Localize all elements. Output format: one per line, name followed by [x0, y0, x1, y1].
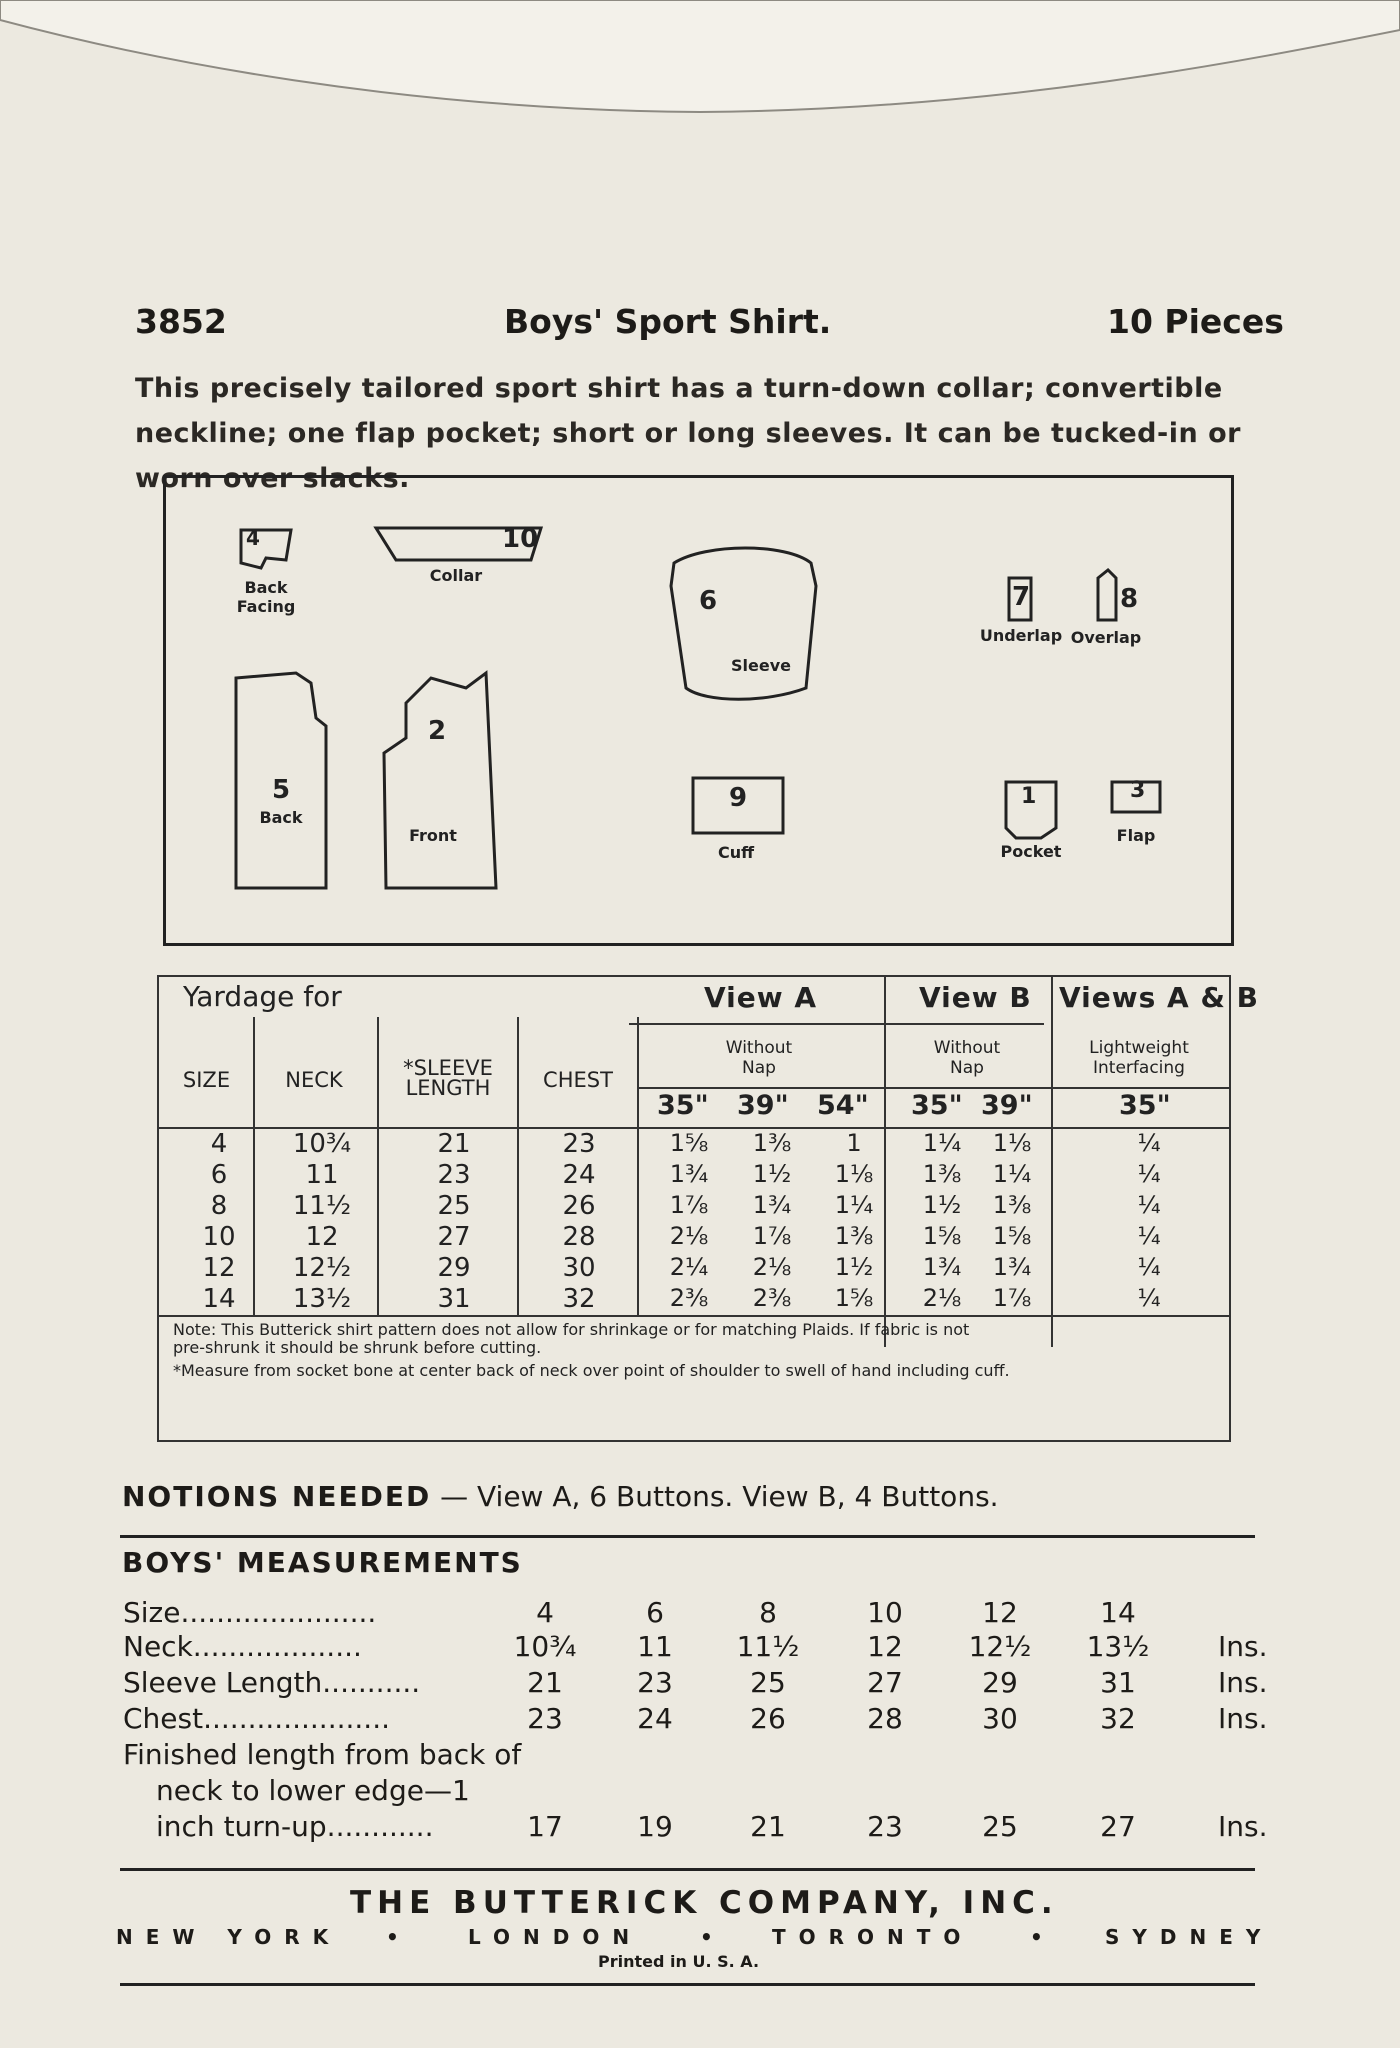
measure-label-sizes: Size...................... [123, 1596, 377, 1629]
piece-number-6: 6 [699, 586, 718, 616]
measure-value-sizes: 8 [759, 1596, 777, 1629]
footer-rule-top [120, 1868, 1255, 1871]
width-ab-35: 35" [1119, 1090, 1171, 1121]
notions-needed [122, 1480, 999, 1513]
yardage-cell-ab: ¼ [1137, 1129, 1161, 1157]
overlap-shape [1098, 570, 1116, 620]
measure-value-sleeve: 29 [982, 1666, 1018, 1699]
yardage-cell-b39: 1¼ [992, 1160, 1032, 1188]
measure-value-sleeve: 25 [750, 1666, 786, 1699]
piece-number-7: 7 [1012, 582, 1031, 612]
piece-number-1: 1 [1021, 784, 1037, 809]
city-new-york: NEW YORK [116, 1925, 342, 1949]
pattern-number: 3852 [135, 302, 227, 341]
view-a-header: View A [704, 981, 818, 1014]
city-london: LONDON [468, 1925, 643, 1949]
width-a-35: 35" [657, 1090, 709, 1121]
measurements-title: BOYS' MEASUREMENTS [122, 1546, 523, 1579]
yardage-cell-chest: 30 [562, 1253, 596, 1283]
yardage-cell-ab: ¼ [1137, 1191, 1161, 1219]
col-sleeve-2: LENGTH [405, 1076, 491, 1100]
pattern-title: Boys' Sport Shirt. [504, 302, 832, 341]
pattern-description: This precisely tailored sport shirt has a turn-down collar; convertible neckline; one flap pocket; short or long sleeves. It can be tucked-in or worn over slacks. [135, 373, 1241, 494]
piece-number-9: 9 [729, 783, 748, 813]
yardage-cell-b35: 2⅛ [922, 1284, 962, 1312]
measure-label-sleeve: Sleeve Length........... [123, 1666, 421, 1699]
note-line-3: *Measure from socket bone at center back of neck over point of shoulder to swell of hand including cuff. [173, 1361, 1010, 1380]
yardage-cell-a54: 1⅛ [834, 1160, 874, 1188]
yardage-cell-neck: 11½ [292, 1191, 352, 1221]
city-sydney: SYDNEY [1105, 1925, 1274, 1949]
yardage-table [157, 975, 1259, 1442]
yardage-cell-b39: 1⅞ [992, 1284, 1032, 1312]
measure-value-chest: 23 [527, 1702, 563, 1735]
yardage-cell-a39: 1⅞ [752, 1222, 792, 1250]
yardage-cell-a54: 1⅝ [834, 1284, 874, 1312]
yardage-cell-neck: 12 [305, 1222, 339, 1252]
yardage-cell-ab: ¼ [1137, 1222, 1161, 1250]
yardage-cell-a54: 1½ [834, 1253, 874, 1281]
yardage-cell-sleeve: 29 [437, 1253, 471, 1283]
pattern-pieces-diagram [163, 475, 1234, 946]
divider-sleeve [517, 1017, 519, 1317]
measure-label-chest: Chest..................... [123, 1702, 390, 1735]
yardage-cell-a39: 1¾ [752, 1191, 792, 1219]
yardage-cell-a39: 2⅛ [752, 1253, 792, 1281]
yardage-cell-b39: 1⅝ [992, 1222, 1032, 1250]
without-nap-b: Without [933, 1038, 1001, 1058]
yardage-cell-size: 12 [202, 1253, 236, 1283]
yardage-cell-a39: 1½ [752, 1160, 792, 1188]
yardage-cell-ab: ¼ [1137, 1253, 1161, 1281]
yardage-cell-b39: 1¾ [992, 1253, 1032, 1281]
measure-value-finished: 21 [750, 1810, 786, 1843]
measure-value-finished: 17 [527, 1810, 563, 1843]
yardage-cell-a35: 2⅜ [669, 1284, 709, 1312]
yardage-title: Yardage for [183, 980, 342, 1013]
measure-value-finished: 19 [637, 1810, 673, 1843]
measure-value-finished: 23 [867, 1810, 903, 1843]
yardage-cell-sleeve: 25 [437, 1191, 471, 1221]
piece-label-pocket: Pocket [1000, 842, 1062, 861]
measure-value-neck: 11 [637, 1630, 673, 1663]
envelope-flap [0, 0, 1400, 140]
yardage-cell-sleeve: 23 [437, 1160, 471, 1190]
notions-label: NOTIONS NEEDED [122, 1480, 432, 1513]
interfacing-label-2: Interfacing [1093, 1058, 1185, 1078]
notions-rule [120, 1535, 1255, 1538]
piece-label-cuff: Cuff [717, 843, 755, 862]
measure-value-neck: 10¾ [513, 1630, 577, 1663]
yardage-cell-a35: 1¾ [669, 1160, 709, 1188]
yardage-cell-b35: 1⅝ [922, 1222, 962, 1250]
without-nap-b-2: Nap [950, 1058, 984, 1078]
col-chest: CHEST [543, 1068, 613, 1092]
piece-label-front: Front [409, 826, 457, 845]
measure-value-finished: 25 [982, 1810, 1018, 1843]
view-b-rule [884, 1023, 1044, 1025]
measure-value-sleeve: 23 [637, 1666, 673, 1699]
rows-rule [159, 1315, 1229, 1317]
company-name: THE BUTTERICK COMPANY, INC. [350, 1885, 1059, 1921]
yardage-cell-chest: 26 [562, 1191, 596, 1221]
measure-value-chest: 28 [867, 1702, 903, 1735]
yardage-cell-size: 4 [210, 1129, 228, 1159]
without-nap-a-2: Nap [742, 1058, 776, 1078]
measure-value-sleeve: 21 [527, 1666, 563, 1699]
measure-value-neck: 11½ [736, 1630, 800, 1663]
yardage-cell-ab: ¼ [1137, 1284, 1161, 1312]
measure-value-neck: 12 [867, 1630, 903, 1663]
note-line-2: pre-shrunk it should be shrunk before cutting. [173, 1338, 542, 1357]
measure-label-neck: Neck................... [123, 1630, 362, 1663]
piece-count: 10 Pieces [1107, 302, 1284, 341]
measure-value-finished: 27 [1100, 1810, 1136, 1843]
view-b-header: View B [919, 981, 1032, 1014]
yardage-cell-neck: 13½ [292, 1284, 352, 1314]
measure-unit: Ins. [1218, 1630, 1268, 1663]
yardage-cell-a54: 1 [846, 1129, 862, 1157]
divider-chest [637, 1017, 639, 1317]
piece-number-5: 5 [272, 775, 291, 805]
yardage-cell-neck: 10¾ [292, 1129, 352, 1159]
sleeve-shape [671, 548, 816, 699]
footer-rule-bottom [120, 1983, 1255, 1986]
yardage-cell-b39: 1⅜ [992, 1191, 1032, 1219]
measure-unit: Ins. [1218, 1702, 1268, 1735]
yardage-cell-a54: 1⅜ [834, 1222, 874, 1250]
views-ab-header: Views A & B [1059, 981, 1259, 1014]
note-line-1: Note: This Butterick shirt pattern does not allow for shrinkage or for matching Plaids. If fabric is not [173, 1320, 970, 1339]
yardage-cell-b39: 1⅛ [992, 1129, 1032, 1157]
piece-number-4: 4 [246, 526, 260, 550]
yardage-cell-b35: 1½ [922, 1191, 962, 1219]
front-shape [384, 673, 496, 888]
finished-label-3: inch turn-up............ [156, 1810, 434, 1843]
yardage-cell-size: 14 [202, 1284, 236, 1314]
yardage-cell-size: 8 [210, 1191, 228, 1221]
pattern-pieces-drawing [166, 478, 1231, 943]
interfacing-label: Lightweight [1089, 1038, 1189, 1058]
city-bullet-3: • [1030, 1925, 1056, 1949]
measure-value-sleeve: 27 [867, 1666, 903, 1699]
measure-value-sleeve: 31 [1100, 1666, 1136, 1699]
measure-value-sizes: 6 [646, 1596, 664, 1629]
yardage-cell-a35: 2¼ [669, 1253, 709, 1281]
without-nap-a: Without [725, 1038, 793, 1058]
measure-unit: Ins. [1218, 1810, 1268, 1843]
yardage-cell-size: 6 [210, 1160, 228, 1190]
measure-value-neck: 12½ [968, 1630, 1032, 1663]
yardage-cell-sleeve: 21 [437, 1129, 471, 1159]
yardage-cell-a54: 1¼ [834, 1191, 874, 1219]
col-neck: NECK [285, 1068, 343, 1092]
yardage-cell-chest: 32 [562, 1284, 596, 1314]
yardage-cell-b35: 1⅜ [922, 1160, 962, 1188]
city-bullet-1: • [386, 1925, 412, 1949]
nap-rule [637, 1087, 1229, 1089]
yardage-cell-b35: 1¾ [922, 1253, 962, 1281]
piece-label-collar: Collar [429, 566, 483, 585]
notions-text: — View A, 6 Buttons. View B, 4 Buttons. [440, 1480, 999, 1513]
measure-value-chest: 32 [1100, 1702, 1136, 1735]
piece-number-10: 10 [502, 524, 539, 554]
piece-number-2: 2 [428, 716, 447, 746]
divider-neck [377, 1017, 379, 1317]
yardage-cell-chest: 28 [562, 1222, 596, 1252]
measure-value-neck: 13½ [1086, 1630, 1150, 1663]
yardage-cell-size: 10 [202, 1222, 236, 1252]
city-bullet-2: • [700, 1925, 726, 1949]
measure-value-chest: 30 [982, 1702, 1018, 1735]
finished-label-2: neck to lower edge—1 [156, 1774, 470, 1807]
piece-label-flap: Flap [1116, 826, 1156, 845]
measure-value-sizes: 12 [982, 1596, 1018, 1629]
width-a-54: 54" [817, 1090, 869, 1121]
measure-value-sizes: 14 [1100, 1596, 1136, 1629]
printed-in: Printed in U. S. A. [598, 1952, 760, 1971]
width-a-39: 39" [737, 1090, 789, 1121]
width-b-39: 39" [981, 1090, 1033, 1121]
finished-label-1: Finished length from back of [123, 1738, 522, 1771]
measure-value-sizes: 10 [867, 1596, 903, 1629]
measure-unit: Ins. [1218, 1666, 1268, 1699]
col-size: SIZE [182, 1068, 231, 1092]
yardage-cell-chest: 24 [562, 1160, 596, 1190]
piece-label-sleeve: Sleeve [731, 656, 791, 675]
yardage-cell-ab: ¼ [1137, 1160, 1161, 1188]
yardage-cell-a35: 2⅛ [669, 1222, 709, 1250]
yardage-cell-sleeve: 31 [437, 1284, 471, 1314]
yardage-cell-a39: 2⅜ [752, 1284, 792, 1312]
yardage-cell-chest: 23 [562, 1129, 596, 1159]
yardage-cell-neck: 12½ [292, 1253, 352, 1283]
yardage-cell-a35: 1⅞ [669, 1191, 709, 1219]
yardage-cell-b35: 1¼ [922, 1129, 962, 1157]
yardage-cell-sleeve: 27 [437, 1222, 471, 1252]
city-toronto: TORONTO [772, 1925, 974, 1949]
piece-label-back: Back [259, 808, 303, 827]
measure-value-chest: 24 [637, 1702, 673, 1735]
piece-label-underlap: Underlap [979, 626, 1063, 645]
yardage-cell-neck: 11 [305, 1160, 339, 1190]
piece-label-overlap: Overlap [1070, 628, 1142, 647]
piece-number-3: 3 [1130, 778, 1146, 803]
width-b-35: 35" [911, 1090, 963, 1121]
yardage-cell-a35: 1⅝ [669, 1129, 709, 1157]
divider-b-ab [1051, 977, 1053, 1347]
measure-value-sizes: 4 [536, 1596, 554, 1629]
piece-label-back-facing: Back Facing [236, 578, 296, 616]
measure-value-chest: 26 [750, 1702, 786, 1735]
yardage-cell-a39: 1⅜ [752, 1129, 792, 1157]
col-sleeve: *SLEEVE [403, 1056, 493, 1080]
divider-size [253, 1017, 255, 1317]
piece-number-8: 8 [1120, 584, 1139, 614]
